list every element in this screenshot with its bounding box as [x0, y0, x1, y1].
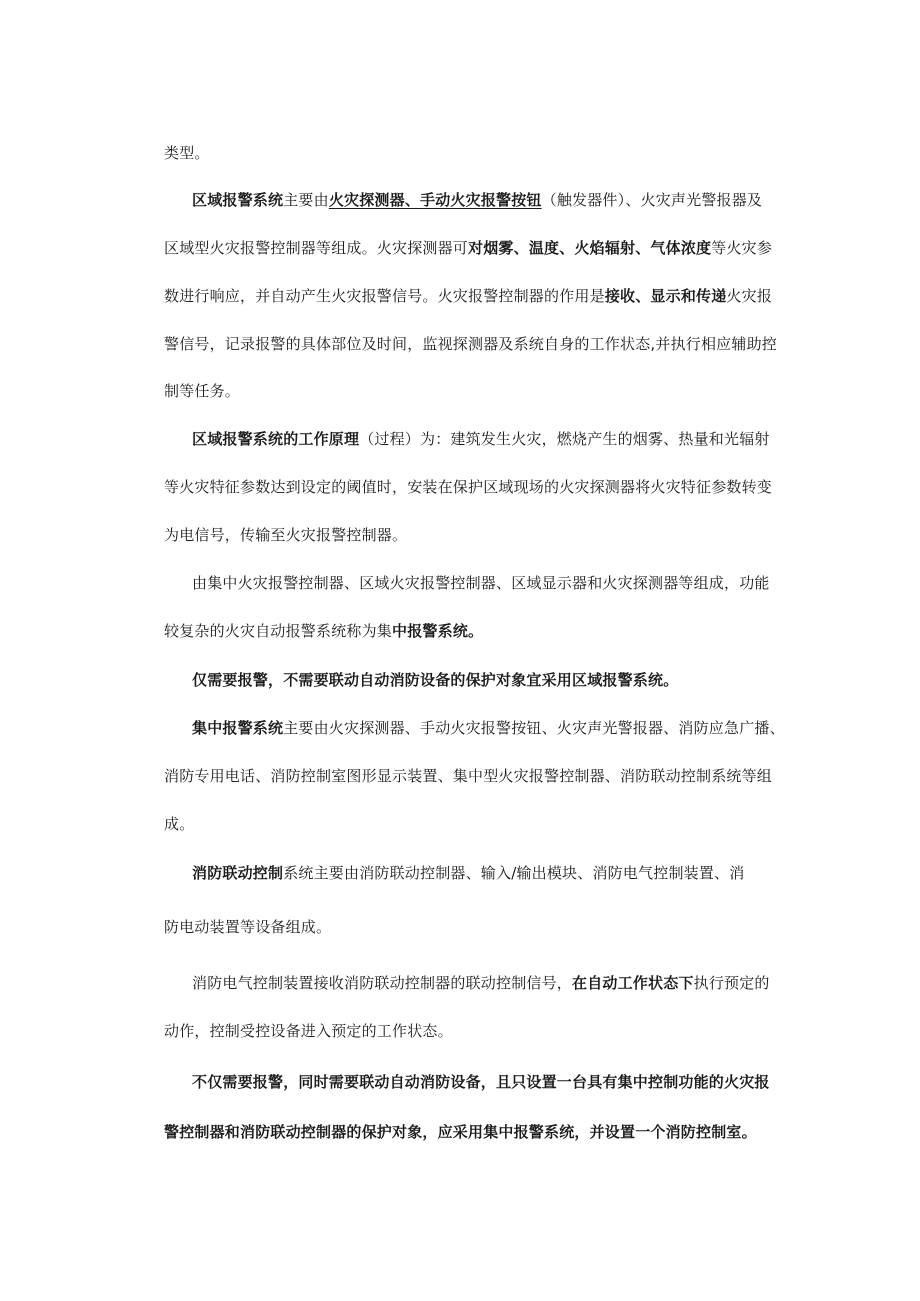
text-line-12 [192, 670, 678, 690]
text-line-8 [164, 477, 772, 497]
text-line-10 [192, 573, 770, 593]
term-centralized-alarm-system: 集中报警系统 [192, 719, 284, 737]
text-segment: 数进行响应，并自动产生火灾报警信号。火灾报警控制器的作用是 [164, 287, 605, 305]
text-segment: 等火灾特征参数达到设定的阈值时，安装在保护区域现场的火灾探测器将火灾特征参数转变 [164, 478, 773, 496]
text-segment: 主要由火灾探测器、手动火灾报警按钮、火灾声光警报器、消防应急广播、 [283, 719, 785, 737]
text-segment: 执行预定的 [693, 974, 770, 992]
text-line-13 [192, 718, 785, 738]
term-linkage-control: 消防联动控制 [192, 864, 284, 882]
text-line-3 [164, 238, 772, 258]
text-segment: （过程）为：建筑发生火灾，燃烧产生的烟雾、热量和光辐射 [359, 430, 770, 448]
text-line-16 [192, 863, 744, 883]
text-line-4 [164, 286, 772, 306]
text-segment: 动作，控制受控设备进入预定的工作状态。 [164, 1022, 453, 1040]
text-line-5 [164, 334, 777, 354]
text-line-9 [164, 525, 407, 545]
text-segment: 等火灾参 [711, 239, 773, 257]
text-segment: （触发器件）、火灾声光警报器及 [541, 191, 763, 209]
text-segment: 成。 [164, 815, 195, 833]
text-segment: 由集中火灾报警控制器、区域火灾报警控制器、区域显示器和火灾探测器等组成，功能 [192, 574, 770, 592]
text-segment: 为电信号，传输至火灾报警控制器。 [164, 526, 408, 544]
bold-phrase: 在自动工作状态下 [572, 974, 694, 992]
text-segment: 消防专用电话、消防控制室图形显示装置、集中型火灾报警控制器、消防联动控制系统等组 [164, 767, 773, 785]
text-line-18 [192, 973, 770, 993]
bold-phrase: 接收、显示和传递 [604, 287, 727, 305]
text-line-14 [164, 766, 772, 786]
text-line-17 [164, 917, 331, 937]
text-line-15 [164, 814, 194, 834]
text-line-21 [164, 1122, 757, 1142]
text-segment: 制等任务。 [164, 382, 241, 400]
text-line-2 [192, 190, 762, 210]
text-segment: 区域型火灾报警控制器等组成。火灾探测器可 [164, 239, 469, 257]
text-line-20 [192, 1072, 770, 1092]
text-line-1 [164, 143, 210, 163]
bold-phrase: 对烟雾、温度、火焰辐射、气体浓度 [468, 239, 712, 257]
text-segment: 主要由 [283, 191, 329, 209]
text-line-6 [164, 381, 240, 401]
term-working-principle: 区域报警系统的工作原理 [192, 430, 360, 448]
text-segment: 类型。 [164, 144, 210, 162]
text-segment: 火灾报 [726, 287, 773, 305]
bold-phrase: 中报警系统。 [392, 622, 484, 640]
text-segment: 较复杂的火灾自动报警系统称为集 [164, 622, 393, 640]
bold-statement: 警控制器和消防联动控制器的保护对象，应采用集中报警系统，并设置一个消防控制室。 [164, 1123, 757, 1141]
text-segment: 消防电气控制装置接收消防联动控制器的联动控制信号， [192, 974, 573, 992]
underlined-term: 火灾探测器、手动火灾报警按钮 [328, 191, 542, 209]
bold-statement: 不仅需要报警，同时需要联动自动消防设备，且只设置一台具有集中控制功能的火灾报 [192, 1073, 770, 1091]
text-line-11 [164, 621, 483, 641]
text-segment: 系统主要由消防联动控制器、输入/输出模块、消防电气控制装置、消 [283, 864, 745, 882]
text-segment: 防电动装置等设备组成。 [164, 918, 332, 936]
bold-statement: 仅需要报警，不需要联动自动消防设备的保护对象宜采用区域报警系统。 [192, 671, 679, 689]
text-line-19 [164, 1021, 453, 1041]
text-segment: 警信号，记录报警的具体部位及时间，监视探测器及系统自身的工作状态,并执行相应辅助控 [164, 335, 777, 353]
text-line-7 [192, 429, 770, 449]
term-regional-alarm-system: 区域报警系统 [192, 191, 284, 209]
